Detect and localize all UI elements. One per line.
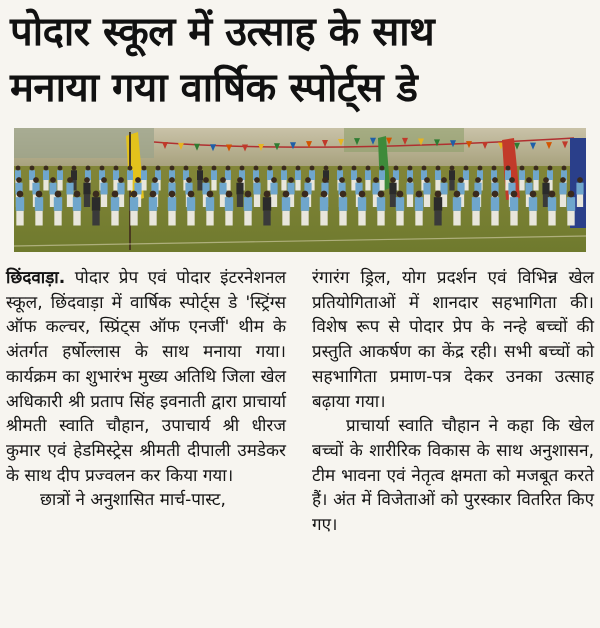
headline-line-2: मनाया गया वार्षिक स्पोर्ट्स डे xyxy=(10,65,418,111)
article-paragraph-1 xyxy=(6,266,286,488)
article-column-left xyxy=(6,266,286,513)
article-paragraph-4: प्राचार्या स्वाति चौहान ने कहा कि खेल बच्चों के शारीरिक विकास के साथ अनुशासन, टीम भावना एवं नेतृत्व क्षमता को मजबूत करते हैं। अंत में विजेताओं को पुरस्कार वितरित किए गए। xyxy=(312,416,594,536)
headline xyxy=(10,4,590,116)
headline-line-1: पोदार स्कूल में उत्साह के साथ xyxy=(10,9,435,55)
article-column-right xyxy=(312,266,594,538)
article-paragraph-2: छात्रों ने अनुशासित मार्च-पास्ट, xyxy=(40,490,226,511)
article-paragraph-1-text: पोदार प्रेप एवं पोदार इंटरनेशनल स्कूल, छिंदवाड़ा में वार्षिक स्पोर्ट्स डे 'स्ट्रिंग्स ऑफ कल्चर, स्प्रिंट्स ऑफ एनर्जी' थीम के अंतर्गत हर्षोल्लास के साथ मनाया गया। कार्यक्रम का शुभारंभ मुख्य अतिथि जिला खेल अधिकारी श्री प्रताप सिंह इवनाती द्वारा प्राचार्या श्रीमती स्वाति चौहान, उपाचार्य श्री धीरज कुमार एवं हेडमिस्ट्रेस श्रीमती दीपाली उमडेकर के साथ दीप प्रज्वलन कर किया गया। xyxy=(6,268,286,486)
photo-students-march-past-icon xyxy=(14,128,586,252)
article-paragraph-3: रंगारंग ड्रिल, योग प्रदर्शन एवं विभिन्न खेल प्रतियोगिताओं में शानदार सहभागिता की। विशेष रूप से पोदार प्रेप के नन्हे बच्चों की प्रस्तुति आकर्षण का केंद्र रही। सभी बच्चों को सहभागिता प्रमाण-पत्र देकर उनका उत्साह बढ़ाया गया। xyxy=(312,268,594,412)
dateline: छिंदवाड़ा. xyxy=(6,268,66,288)
news-photo xyxy=(14,128,586,252)
